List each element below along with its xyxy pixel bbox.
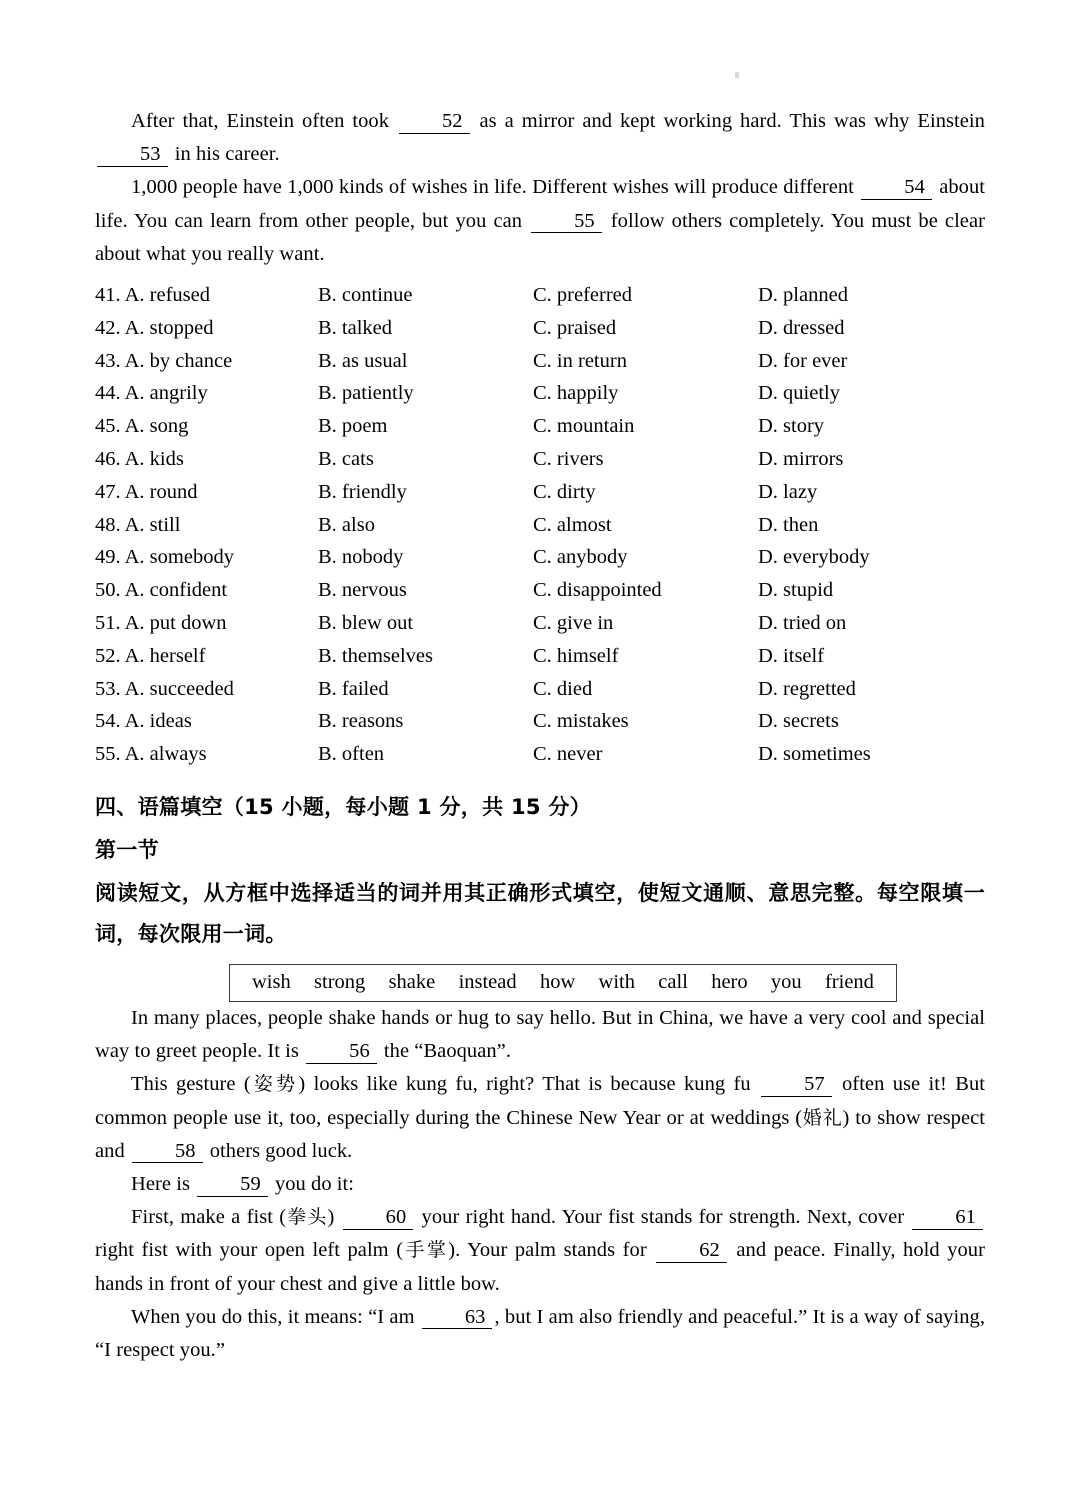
options-body [95,279,985,771]
option-d[interactable]: D. then [758,513,819,536]
option-b[interactable]: B. poem [318,415,388,438]
option-row [95,673,985,706]
gap-p2-text-5: others good luck. [204,1139,353,1162]
option-c[interactable]: C. praised [533,316,617,339]
question-number: 42. [95,316,121,339]
option-b[interactable]: B. patiently [318,382,414,405]
option-a [95,476,318,509]
cloze-p1-text-2: as a mirror and kept working hard. This was why Einstein [471,110,985,132]
option-d[interactable]: D. dressed [758,316,845,339]
option-a-label[interactable]: A. ideas [124,710,192,733]
gloss-fist: 拳头 [286,1206,328,1229]
gap-p2-text-3: often use it! But common people use it, too, especially during the Chinese New Year or at weddings ( [95,1073,986,1129]
blank-61: 61 [912,1207,983,1230]
option-b[interactable]: B. as usual [318,349,408,372]
scan-artifact [735,72,739,78]
gapfill-paragraph-2 [95,1068,985,1168]
gap-p4-text-2: ) [327,1206,341,1229]
option-c[interactable]: C. mistakes [533,710,629,733]
option-a [95,509,318,542]
option-c[interactable]: C. rivers [533,448,604,470]
option-a [95,738,318,771]
option-a [95,410,318,443]
option-a-label[interactable]: A. kids [124,448,184,470]
option-b[interactable]: B. themselves [318,644,434,667]
section-subheading: 第一节 [95,837,159,862]
option-d[interactable]: D. planned [758,284,848,307]
multiple-choice-options [95,279,985,771]
option-b[interactable]: B. nervous [318,579,407,602]
gloss-gesture: 姿势 [250,1073,299,1096]
option-d[interactable]: D. sometimes [758,743,871,766]
page-content [95,105,985,1367]
option-a [95,279,318,312]
gloss-weddings: 婚礼 [802,1106,843,1129]
question-number: 43. [95,349,121,372]
section-instruction: 阅读短文，从方框中选择适当的词并用其正确形式填空，使短文通顺、意思完整。每空限填一词，每次限用一词。 [95,880,985,946]
option-row [95,279,985,312]
option-d[interactable]: D. for ever [758,349,848,372]
word-bank-item[interactable]: hero [711,971,748,994]
option-a [95,377,318,410]
word-bank-item[interactable]: instead [458,971,517,994]
gapfill-paragraph-3 [95,1168,985,1201]
section-heading: 四、语篇填空（15 小题，每小题 1 分，共 15 分） [95,794,592,819]
question-number: 45. [95,415,121,438]
option-a [95,443,318,476]
option-a-label[interactable]: A. put down [124,611,227,634]
option-row [95,312,985,345]
gap-p4-text-6: and peace. Finally, hold your hands in front of your chest and give a little bow. [95,1239,985,1295]
question-number: 51. [95,611,121,634]
option-a-label[interactable]: A. round [124,480,198,503]
option-a [95,345,318,378]
word-bank-item[interactable]: call [658,971,688,994]
option-c[interactable]: C. died [533,677,593,700]
option-c[interactable]: C. give in [533,611,614,634]
option-d[interactable]: D. story [758,415,825,438]
gap-p3-text-2: you do it: [269,1172,355,1195]
option-b[interactable]: B. often [318,743,385,766]
word-bank [229,964,897,1002]
option-c[interactable]: C. never [533,743,603,766]
question-number: 49. [95,546,121,569]
cloze-paragraph-1 [95,105,985,171]
option-b[interactable]: B. reasons [318,710,404,733]
cloze-p1-text-3: in his career. [169,143,280,166]
option-b[interactable]: B. nobody [318,546,404,569]
option-a [95,574,318,607]
blank-59: 59 [197,1174,268,1197]
cloze-paragraph-2 [95,171,985,271]
cloze-p1-text-1: After that, Einstein often took [131,110,397,132]
option-a-label[interactable]: A. somebody [124,546,234,569]
option-a [95,312,318,345]
option-a [95,541,318,574]
gapfill-paragraph-4 [95,1201,985,1301]
word-bank-item[interactable]: wish [252,971,291,994]
word-bank-item[interactable]: with [598,971,635,994]
option-a-label[interactable]: A. still [124,513,181,536]
option-row [95,738,985,771]
blank-60: 60 [343,1207,414,1230]
gloss-palm: 手掌 [403,1239,449,1262]
gap-p2-text-2: ) looks like kung fu, right? That is because kung fu [298,1073,760,1096]
option-b[interactable]: B. blew out [318,611,414,634]
option-c[interactable]: C. preferred [533,284,633,307]
gap-p4-text-1: First, make a fist ( [131,1206,287,1229]
option-d[interactable]: D. lazy [758,480,818,503]
question-number: 48. [95,513,121,536]
question-number: 55. [95,743,121,766]
blank-62: 62 [656,1240,727,1263]
option-d[interactable]: D. quietly [758,382,840,405]
option-a [95,705,318,738]
gap-p2-text-4: ) to show respect and [95,1106,985,1162]
blank-57: 57 [761,1074,832,1097]
word-bank-item[interactable]: friend [824,971,874,994]
option-row [95,607,985,640]
option-a-label[interactable]: A. succeeded [124,677,234,700]
option-a-label[interactable]: A. angrily [124,382,208,405]
word-bank-item[interactable]: strong [314,971,366,994]
option-b[interactable]: B. also [318,513,375,536]
gap-p5-text-1: When you do this, it means: “I am [131,1305,420,1328]
option-row [95,476,985,509]
option-c[interactable]: C. in return [533,349,627,372]
blank-58: 58 [132,1141,203,1164]
gap-p3-text-1: Here is [131,1172,196,1195]
option-row [95,705,985,738]
option-a [95,640,318,673]
option-a-label[interactable]: A. always [124,743,207,766]
option-row [95,377,985,410]
option-a-label[interactable]: A. refused [124,284,211,307]
option-row [95,509,985,542]
cloze-p2-text-1: 1,000 people have 1,000 kinds of wishes in life. Different wishes will produce different [131,176,860,199]
gap-p5-text-2: , but I am also friendly and peaceful.” It is a way of saying, “I respect you.” [95,1305,985,1361]
option-c[interactable]: C. anybody [533,546,628,569]
option-c[interactable]: C. almost [533,513,612,536]
option-c[interactable]: C. mountain [533,415,635,438]
option-a-label[interactable]: A. by chance [124,349,233,372]
cloze-p2-text-2: about life. You can learn from other people, but you can [95,176,985,232]
option-a-label[interactable]: A. herself [124,644,206,667]
option-d[interactable]: D. regretted [758,677,856,700]
option-row [95,541,985,574]
option-row [95,574,985,607]
question-number: 50. [95,579,121,602]
blank-55: 55 [531,211,602,234]
option-d[interactable]: D. mirrors [758,448,844,470]
option-b[interactable]: B. continue [318,284,413,307]
word-bank-wrapper [95,964,985,1002]
gap-p2-text-1: This gesture ( [131,1073,251,1096]
gapfill-paragraph-5 [95,1301,985,1367]
gap-p1-text-1: In many places, people shake hands or hug to say hello. But in China, we have a very cool and special way to greet people. It is [95,1006,985,1063]
option-a-label[interactable]: A. stopped [124,316,214,339]
option-d[interactable]: D. tried on [758,611,847,634]
blank-56: 56 [306,1041,377,1064]
option-c[interactable]: C. disappointed [533,579,662,602]
blank-54: 54 [861,177,932,200]
question-number: 52. [95,644,121,667]
option-d[interactable]: D. secrets [758,710,839,733]
option-a-label[interactable]: A. song [124,415,189,438]
blank-53: 53 [97,144,168,167]
option-b[interactable]: B. talked [318,316,393,339]
option-b[interactable]: B. friendly [318,480,407,503]
option-row [95,345,985,378]
cloze-p2-text-3: follow others completely. You must be clear about what you really want. [95,209,985,265]
option-d[interactable]: D. stupid [758,579,834,602]
blank-52: 52 [399,111,470,134]
word-bank-item[interactable]: how [539,971,576,994]
option-row [95,443,985,476]
option-a [95,673,318,706]
option-b[interactable]: B. failed [318,677,389,700]
word-bank-item[interactable]: you [770,971,802,994]
option-b[interactable]: B. cats [318,448,374,470]
option-c[interactable]: C. happily [533,382,619,405]
option-a [95,607,318,640]
question-number: 44. [95,382,121,405]
gap-p4-text-5: ). Your palm stands for [448,1239,655,1262]
question-number: 47. [95,480,121,503]
question-number: 46. [95,448,121,470]
option-row [95,640,985,673]
gap-p4-text-3: your right hand. Your fist stands for strength. Next, cover [415,1206,911,1229]
option-d[interactable]: D. everybody [758,546,870,569]
blank-63: 63 [422,1307,493,1330]
question-number: 41. [95,284,121,307]
option-c[interactable]: C. dirty [533,480,596,503]
question-number: 53. [95,677,121,700]
gapfill-paragraph-1 [95,1002,985,1068]
option-a-label[interactable]: A. confident [124,579,228,602]
gap-p1-text-2: the “Baoquan”. [378,1040,511,1063]
option-d[interactable]: D. itself [758,644,825,667]
question-number: 54. [95,710,121,733]
option-c[interactable]: C. himself [533,644,619,667]
option-row [95,410,985,443]
word-bank-item[interactable]: shake [388,971,436,994]
gap-p4-text-4: right fist with your open left palm ( [95,1239,404,1262]
